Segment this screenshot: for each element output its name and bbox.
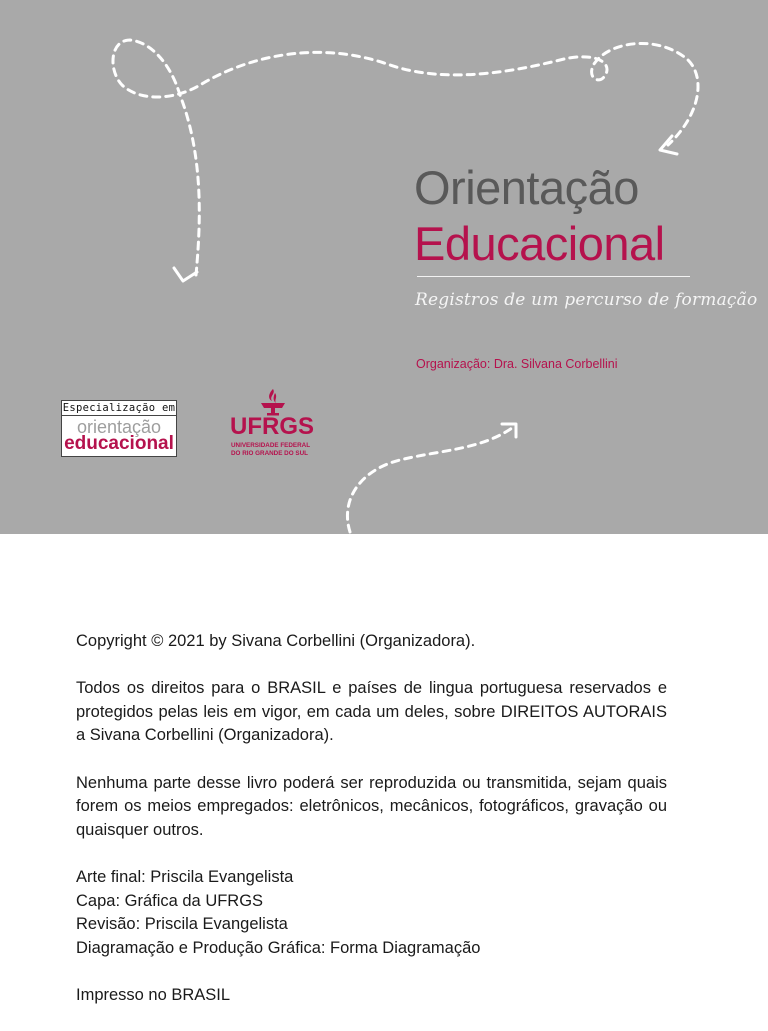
copyright-line: Copyright © 2021 by Sivana Corbellini (Organizadora). [76,632,476,650]
copyright-page [76,630,667,1031]
cover-subtitle: Registros de um percurso de formação [415,290,758,310]
spec-logo-top: Especialização em [62,402,176,414]
credit-line: Arte final: Priscila Evangelista [76,867,294,886]
credit-line: Capa: Gráfica da UFRGS [76,891,264,910]
rights-paragraph: Todos os direitos para o BRASIL e países de lingua portuguesa reservados e protegidos pelas leis em vigor, em cada um deles, sobre DIREITOS AUTORAIS a Sivana Corbellini (Organizadora). [76,679,667,745]
printed-line: Impresso no BRASIL [76,985,231,1004]
credit-line: Diagramação e Produção Gráfica: Forma Diagramação [76,938,481,957]
cover-organizer: Organização: Dra. Silvana Corbellini [416,357,618,371]
specialization-logo [61,400,177,457]
cover-title-line2: Educacional [414,217,665,270]
ufrgs-name: UFRGS [230,413,314,440]
ufrgs-sub-line2: DO RIO GRANDE DO SUL [231,450,308,457]
credit-line: Revisão: Priscila Evangelista [76,915,288,934]
ufrgs-subtitle [231,442,327,458]
spec-logo-middle: orientação [76,417,162,437]
flame-icon [258,388,288,416]
spec-logo-bottom: educacional [64,433,174,454]
reproduction-paragraph: Nenhuma parte desse livro poderá ser reproduzida ou transmitida, sejam quais forem os meios empregados: eletrônicos, mecânicos, fotográficos, gravação ou quaisquer outros. [76,773,667,839]
ufrgs-sub-line1: UNIVERSIDADE FEDERAL [231,442,311,449]
cover-title-line1: Orientação [414,161,639,214]
ufrgs-logo [230,388,326,462]
arrow-head-icon [174,268,197,281]
title-divider [417,276,690,277]
